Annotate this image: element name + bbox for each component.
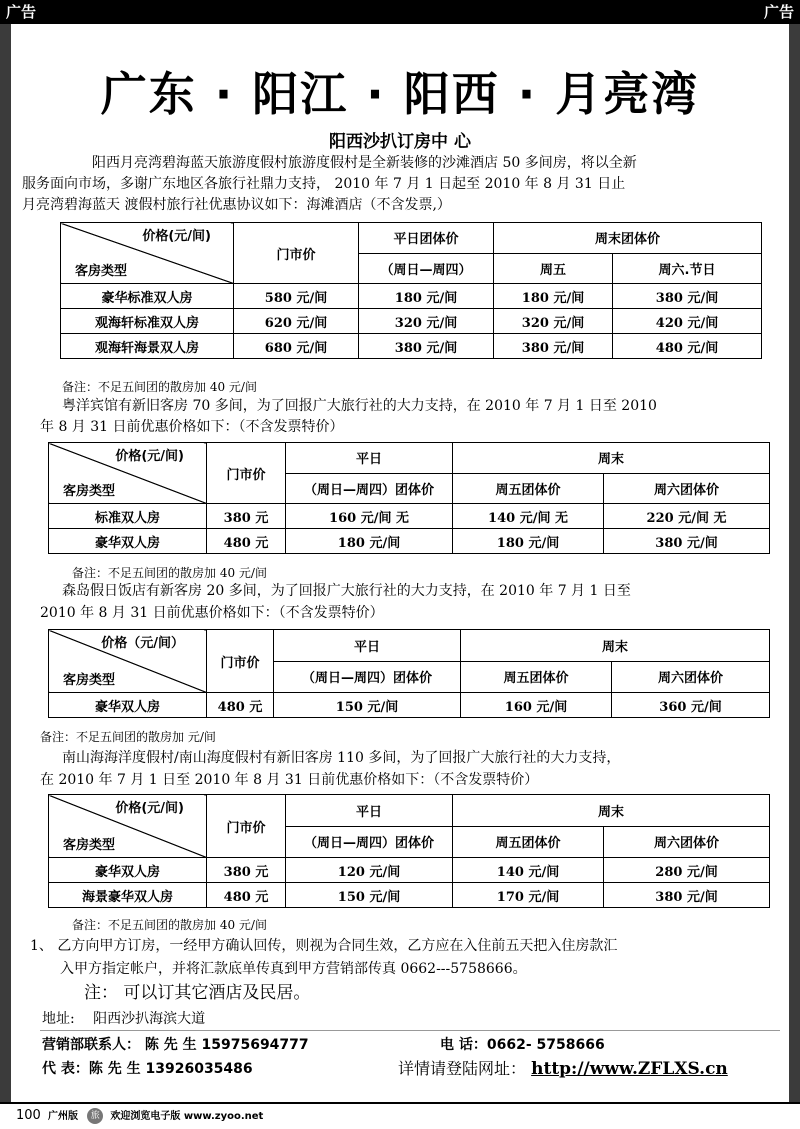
- col-door-price: 门市价: [207, 443, 286, 504]
- room-type: 海景豪华双人房: [49, 883, 207, 908]
- price-table-yueyang: [48, 442, 770, 554]
- diag-top-label: 价格(元/间): [142, 229, 211, 244]
- address-label: 地址:: [42, 1011, 75, 1027]
- room-type: 标准双人房: [49, 504, 207, 529]
- address-value: 阳西沙扒海滨大道: [93, 1011, 206, 1027]
- table-row: [49, 883, 770, 908]
- hotel4-line-2: 在 2010 年 7 月 1 日至 2010 年 8 月 31 日前优惠价格如下：（不含发票特价）: [40, 772, 539, 788]
- table-row: [61, 309, 762, 334]
- page-footer: [16, 1106, 263, 1126]
- col-sat-group: 周六团体价: [612, 661, 770, 693]
- page-number: 100: [16, 1108, 41, 1123]
- sat-price: 380 元/间: [613, 284, 762, 309]
- hotel2-note: 备注：不足五间团的散房加 40 元/间: [72, 566, 267, 580]
- room-type: 豪华双人房: [49, 858, 207, 883]
- hotel3-note: 备注：不足五间团的散房加 元/间: [40, 730, 216, 744]
- weekday-price: 180 元/间: [286, 529, 453, 554]
- diag-header: [49, 443, 207, 504]
- divider: [40, 1030, 780, 1031]
- col-fri-group: 周五团体价: [453, 826, 604, 858]
- diag-top-label: 价格(元/间): [115, 449, 184, 464]
- sales-contact: 营销部联系人： 陈 先 生 15975694777: [42, 1037, 309, 1053]
- weekday-price: 380 元/间: [359, 334, 494, 359]
- diag-bottom-label: 客房类型: [63, 673, 116, 688]
- hotel4-line-1: 南山海海洋度假村/南山海度假村有新旧客房 110 多间，为了回报广大旅行社的大力支持，: [62, 750, 621, 766]
- room-type: 豪华标准双人房: [61, 284, 234, 309]
- hotel3-line-1: 森岛假日饭店有新客房 20 多间，为了回报广大旅行社的大力支持，在 2010 年 7 月 1 日至: [62, 583, 631, 599]
- col-door-price: 门市价: [207, 795, 286, 858]
- fri-price: 160 元/间: [461, 693, 612, 718]
- fri-price: 140 元/间 无: [453, 504, 604, 529]
- table-row: [61, 334, 762, 359]
- footer-welcome: 欢迎浏览电子版 www.zyoo.net: [110, 1111, 264, 1122]
- fri-price: 170 元/间: [453, 883, 604, 908]
- intro-line-1: 阳西月亮湾碧海蓝天旅游度假村旅游度假村是全新装修的沙滩酒店 50 多间房，将以全新: [92, 155, 637, 171]
- weekday-price: 160 元/间 无: [286, 504, 453, 529]
- website-link[interactable]: http://www.ZFLXS.cn: [531, 1059, 728, 1079]
- table1-note: 备注：不足五间团的散房加 40 元/间: [62, 380, 257, 394]
- door-price: 380 元: [207, 858, 286, 883]
- left-margin-bar: [0, 24, 11, 1102]
- intro-line-2: 服务面向市场，多谢广东地区各旅行社鼎力支持， 2010 年 7 月 1 日起至 2010 年 8 月 31 日止: [22, 176, 626, 192]
- top-bar: [0, 0, 800, 24]
- table-row: [49, 504, 770, 529]
- fri-price: 180 元/间: [494, 284, 613, 309]
- sat-price: 380 元/间: [604, 529, 770, 554]
- door-price: 580 元/间: [234, 284, 359, 309]
- door-price: 680 元/间: [234, 334, 359, 359]
- price-table-moonbay: [60, 222, 762, 359]
- door-price: 620 元/间: [234, 309, 359, 334]
- terms-line-2: 入甲方指定帐户，并将汇款底单传真到甲方营销部传真 0662---5758666。: [60, 961, 527, 977]
- room-type: 观海轩标准双人房: [61, 309, 234, 334]
- page-subtitle: 阳西沙扒订房中 心: [329, 132, 471, 152]
- diag-top-label: 价格(元/间): [115, 801, 184, 816]
- sat-price: 360 元/间: [612, 693, 770, 718]
- sat-price: 420 元/间: [613, 309, 762, 334]
- col-fri-group: 周五团体价: [453, 473, 604, 504]
- fri-price: 140 元/间: [453, 858, 604, 883]
- edition-label: 广州版: [48, 1111, 79, 1122]
- diag-header: [49, 630, 207, 693]
- room-type: 观海轩海景双人房: [61, 334, 234, 359]
- diag-bottom-label: 客房类型: [63, 484, 116, 499]
- representative: 代 表：陈 先 生 13926035486: [42, 1061, 253, 1077]
- intro-line-3: 月亮湾碧海蓝天 渡假村旅行社优惠协议如下：海滩酒店（不含发票,）: [22, 197, 451, 213]
- hotel3-line-2: 2010 年 8 月 31 日前优惠价格如下：（不含发票特价）: [40, 605, 384, 621]
- weekday-price: 150 元/间: [274, 693, 461, 718]
- col-weekday: 平日团体价: [359, 223, 494, 254]
- diag-bottom-label: 客房类型: [63, 838, 116, 853]
- room-type: 豪华双人房: [49, 529, 207, 554]
- weekday-price: 120 元/间: [286, 858, 453, 883]
- terms-line-1: 1、 乙方向甲方订房，一经甲方确认回传，则视为合同生效，乙方应在入住前五天把入住房款汇: [30, 938, 618, 954]
- door-price: 480 元: [207, 529, 286, 554]
- col-weekday: 平日: [286, 443, 453, 474]
- weekday-price: 150 元/间: [286, 883, 453, 908]
- ad-tag-right: 广告: [763, 3, 794, 21]
- website-line: [398, 1056, 728, 1079]
- col-weekday: 平日: [286, 795, 453, 827]
- col-weekend: 周末: [461, 630, 770, 662]
- fri-price: 380 元/间: [494, 334, 613, 359]
- hotel2-line-1: 粤洋宾馆有新旧客房 70 多间，为了回报广大旅行社的大力支持，在 2010 年 7 月 1 日至 2010: [62, 398, 657, 414]
- right-margin-bar: [789, 24, 800, 1102]
- diag-header: [49, 795, 207, 858]
- col-weekend: 周末团体价: [494, 223, 762, 254]
- col-sun-thu: （周日—周四）: [359, 253, 494, 284]
- col-fri: 周五: [494, 253, 613, 284]
- col-sun-thu-group: （周日—周四）团体价: [274, 661, 461, 693]
- table-row: [61, 284, 762, 309]
- weekday-price: 320 元/间: [359, 309, 494, 334]
- weekday-price: 180 元/间: [359, 284, 494, 309]
- table-row: [49, 693, 770, 718]
- col-sat-group: 周六团体价: [604, 473, 770, 504]
- room-type: 豪华双人房: [49, 693, 207, 718]
- hotel4-note: 备注：不足五间团的散房加 40 元/间: [72, 918, 267, 932]
- page-title: 广东 · 阳江 · 阳西 · 月亮湾: [100, 67, 700, 121]
- remark: 注： 可以订其它酒店及民居。: [84, 983, 311, 1003]
- website-label: 详情请登陆网址：: [398, 1059, 527, 1078]
- price-table-nanshanhai: [48, 794, 770, 908]
- door-price: 480 元: [207, 693, 274, 718]
- diag-bottom-label: 客房类型: [75, 264, 128, 279]
- door-price: 480 元: [207, 883, 286, 908]
- col-weekday: 平日: [274, 630, 461, 662]
- col-sat-hol: 周六.节日: [613, 253, 762, 284]
- ad-tag-left: 广告: [6, 3, 37, 21]
- sat-price: 480 元/间: [613, 334, 762, 359]
- table-row: [49, 529, 770, 554]
- col-sun-thu-group: （周日—周四）团体价: [286, 473, 453, 504]
- col-weekend: 周末: [453, 795, 770, 827]
- sat-price: 280 元/间: [604, 858, 770, 883]
- sat-price: 380 元/间: [604, 883, 770, 908]
- brand-logo-icon: 旅: [87, 1108, 103, 1124]
- footer-divider: [0, 1102, 800, 1104]
- fri-price: 320 元/间: [494, 309, 613, 334]
- diag-header: [61, 223, 234, 284]
- col-sat-group: 周六团体价: [604, 826, 770, 858]
- col-sun-thu-group: （周日—周四）团体价: [286, 826, 453, 858]
- fri-price: 180 元/间: [453, 529, 604, 554]
- price-table-sendao: [48, 629, 770, 718]
- sat-price: 220 元/间 无: [604, 504, 770, 529]
- diag-top-label: 价格（元/间）: [101, 636, 184, 651]
- col-door-price: 门市价: [207, 630, 274, 693]
- door-price: 380 元: [207, 504, 286, 529]
- hotel2-line-2: 年 8 月 31 日前优惠价格如下：（不含发票特价）: [40, 419, 344, 435]
- col-door-price: 门市价: [234, 223, 359, 284]
- col-weekend: 周末: [453, 443, 770, 474]
- col-fri-group: 周五团体价: [461, 661, 612, 693]
- table-row: [49, 858, 770, 883]
- address-line: [42, 1009, 205, 1030]
- phone: 电 话：0662- 5758666: [440, 1037, 605, 1053]
